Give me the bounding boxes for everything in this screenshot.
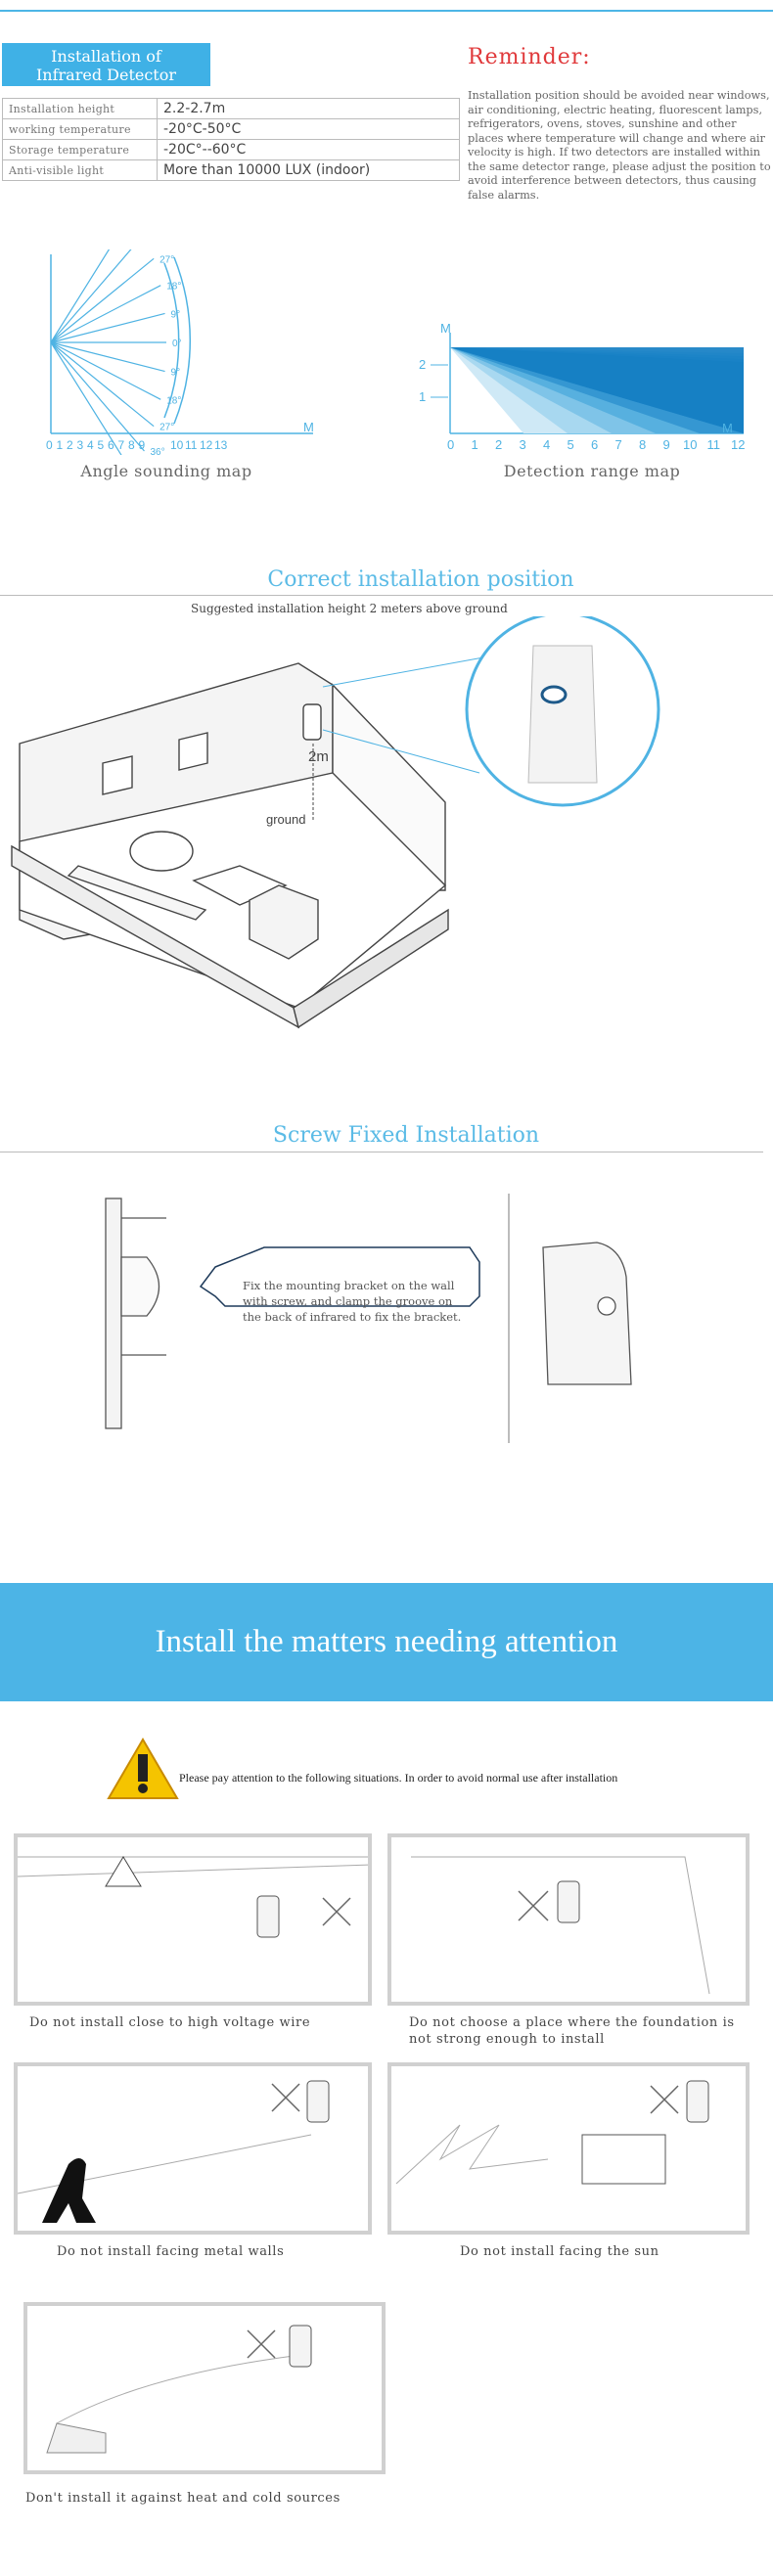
detector-icon bbox=[558, 1881, 579, 1922]
detection-range-map bbox=[416, 323, 758, 455]
spec-title bbox=[2, 43, 210, 86]
angle-map-unit: M bbox=[303, 420, 314, 434]
window-frame bbox=[582, 2135, 665, 2184]
spec-title-line1: Installation of bbox=[51, 47, 161, 66]
wall-picture bbox=[103, 756, 132, 794]
cross-icon bbox=[248, 2330, 275, 2358]
range-x-tick: 8 bbox=[639, 437, 647, 452]
detector-side-view bbox=[543, 1243, 631, 1384]
detector-icon bbox=[290, 2326, 311, 2367]
angle-label: 9° bbox=[170, 367, 181, 379]
fan-line bbox=[51, 286, 160, 342]
wall-picture bbox=[179, 733, 207, 770]
range-map-y-unit: M bbox=[440, 323, 451, 336]
angle-x-tick: 13 bbox=[214, 438, 228, 452]
attention-banner: Install the matters needing attention bbox=[0, 1583, 773, 1701]
panel-weak-foundation bbox=[387, 1833, 750, 2006]
angle-x-tick: 1 bbox=[56, 438, 64, 452]
angle-label: 0° bbox=[172, 339, 182, 349]
angle-x-tick: 6 bbox=[108, 438, 114, 452]
spec-table bbox=[2, 98, 460, 181]
height-label: 2m bbox=[308, 748, 329, 765]
angle-x-tick: 7 bbox=[117, 438, 125, 452]
panel-sun bbox=[387, 2062, 750, 2235]
detector-lens bbox=[542, 687, 566, 702]
screw-note: Fix the mounting bracket on the wall with screw, and clamp the groove on the back of infrared to fix the bracket. bbox=[243, 1279, 462, 1324]
heater-icon bbox=[47, 2423, 106, 2453]
reminder-text: Installation position should be avoided near windows, air conditioning, electric heating, fluorescent lamps, refrigerators, ovens, stoves, sunshine and other places where temperature will change and where air velocity is high. If two detectors are installed within the same detector range, please adjust the position to avoid interference between detectors, thus causing false alarms. bbox=[468, 89, 771, 202]
angle-x-tick: 3 bbox=[76, 438, 84, 452]
top-accent-line bbox=[0, 10, 773, 12]
sun-illustration bbox=[391, 2066, 748, 2233]
range-x-tick: 1 bbox=[471, 437, 478, 452]
fan-line bbox=[51, 249, 144, 342]
range-map-y-tick: 1 bbox=[419, 389, 427, 404]
detector-in-room bbox=[303, 704, 321, 740]
voltage-wire bbox=[18, 1865, 370, 1876]
spec-value: More than 10000 LUX (indoor) bbox=[158, 160, 460, 181]
detector-icon bbox=[307, 2081, 329, 2122]
range-x-tick: 11 bbox=[706, 437, 720, 452]
metal-walls-illustration bbox=[18, 2066, 370, 2233]
correct-installation-title: Correct installation position bbox=[267, 567, 574, 592]
range-x-tick: 9 bbox=[662, 437, 670, 452]
wall-panel bbox=[106, 1198, 121, 1428]
table-row bbox=[3, 140, 460, 160]
range-x-tick: 2 bbox=[495, 437, 503, 452]
panel-high-voltage bbox=[14, 1833, 372, 2006]
airflow-line bbox=[57, 2355, 301, 2423]
angle-x-tick: 11 bbox=[185, 438, 198, 452]
angle-x-tick: 2 bbox=[67, 438, 73, 452]
wall-outline bbox=[411, 1857, 709, 1994]
high-voltage-illustration bbox=[18, 1837, 370, 2004]
spec-label: Anti-visible light bbox=[3, 160, 158, 181]
weak-foundation-illustration bbox=[391, 1837, 748, 2004]
range-x-tick: 12 bbox=[731, 437, 746, 452]
spec-value: -20°C-50°C bbox=[158, 119, 460, 140]
cross-icon bbox=[272, 2084, 299, 2111]
correct-installation-subtitle: Suggested installation height 2 meters above ground bbox=[191, 602, 508, 615]
detector-lens bbox=[598, 1297, 615, 1315]
range-x-tick: 7 bbox=[614, 437, 622, 452]
angle-x-tick: 5 bbox=[97, 438, 105, 452]
angle-map-caption: Angle sounding map bbox=[80, 462, 252, 480]
cross-icon bbox=[651, 2086, 678, 2113]
mounting-bracket bbox=[121, 1257, 159, 1316]
spec-label: Installation height bbox=[3, 99, 158, 119]
screw-installation-title: Screw Fixed Installation bbox=[272, 1123, 540, 1148]
armchair bbox=[130, 832, 193, 871]
panel-caption: Do not install facing the sun bbox=[460, 2244, 659, 2259]
table-row bbox=[3, 160, 460, 181]
person-icon bbox=[42, 2158, 96, 2223]
fan-line bbox=[51, 342, 160, 399]
cross-icon bbox=[519, 1891, 548, 1921]
angle-x-tick: 8 bbox=[128, 438, 135, 452]
divider bbox=[0, 595, 773, 596]
ground-label: ground bbox=[266, 812, 306, 827]
spec-value: 2.2-2.7m bbox=[158, 99, 460, 119]
angle-label: 9° bbox=[170, 309, 181, 321]
range-x-tick: 5 bbox=[567, 437, 574, 452]
angle-x-tick: 0 bbox=[46, 438, 53, 452]
spec-title-line2: Infrared Detector bbox=[35, 66, 177, 84]
detector-icon bbox=[687, 2081, 708, 2122]
panel-heat-cold bbox=[23, 2302, 386, 2474]
angle-label: 18° bbox=[166, 281, 182, 293]
sun-rays bbox=[396, 2125, 548, 2184]
panel-caption: Do not choose a place where the foundation is not strong enough to install bbox=[409, 2015, 735, 2047]
range-x-tick: 10 bbox=[683, 437, 698, 452]
range-map-x-unit: M bbox=[722, 421, 733, 435]
range-x-tick: 4 bbox=[543, 437, 551, 452]
panel-caption: Do not install close to high voltage wire bbox=[29, 2015, 311, 2030]
panel-caption: Do not install facing metal walls bbox=[57, 2244, 285, 2259]
angle-label: 27° bbox=[159, 422, 175, 433]
angle-label: 18° bbox=[166, 395, 182, 407]
angle-label: 27° bbox=[159, 254, 175, 266]
table-row bbox=[3, 99, 460, 119]
detector-icon bbox=[257, 1896, 279, 1937]
voltage-icon bbox=[106, 1857, 141, 1886]
warning-icon bbox=[106, 1737, 180, 1801]
range-x-tick: 0 bbox=[447, 437, 455, 452]
detector-zoomed bbox=[528, 646, 597, 783]
spec-value: -20C°--60°C bbox=[158, 140, 460, 160]
panel-caption: Don't install it against heat and cold sources bbox=[25, 2491, 341, 2506]
cross-icon bbox=[323, 1898, 350, 1925]
heat-cold-illustration bbox=[27, 2306, 384, 2472]
angle-x-tick: 9 bbox=[138, 438, 146, 452]
angle-sounding-map bbox=[29, 249, 333, 455]
range-map-y-tick: 2 bbox=[419, 357, 427, 372]
zoom-line bbox=[323, 655, 494, 687]
panel-metal-walls bbox=[14, 2062, 372, 2235]
spec-label: working temperature bbox=[3, 119, 158, 140]
table-row bbox=[3, 119, 460, 140]
range-map-caption: Detection range map bbox=[503, 462, 681, 480]
room-illustration bbox=[0, 616, 773, 1076]
angle-x-tick: 4 bbox=[87, 438, 94, 452]
angle-x-tick: 10 bbox=[170, 438, 184, 452]
spec-label: Storage temperature bbox=[3, 140, 158, 160]
angle-x-tick: 12 bbox=[200, 438, 213, 452]
reminder-title: Reminder: bbox=[468, 45, 591, 69]
range-x-tick: 6 bbox=[591, 437, 599, 452]
angle-label: 36° bbox=[150, 446, 165, 455]
fan-line bbox=[51, 342, 144, 451]
attention-warning: Please pay attention to the following situations. In order to avoid normal use after installation bbox=[179, 1771, 618, 1785]
range-x-tick: 3 bbox=[519, 437, 526, 452]
